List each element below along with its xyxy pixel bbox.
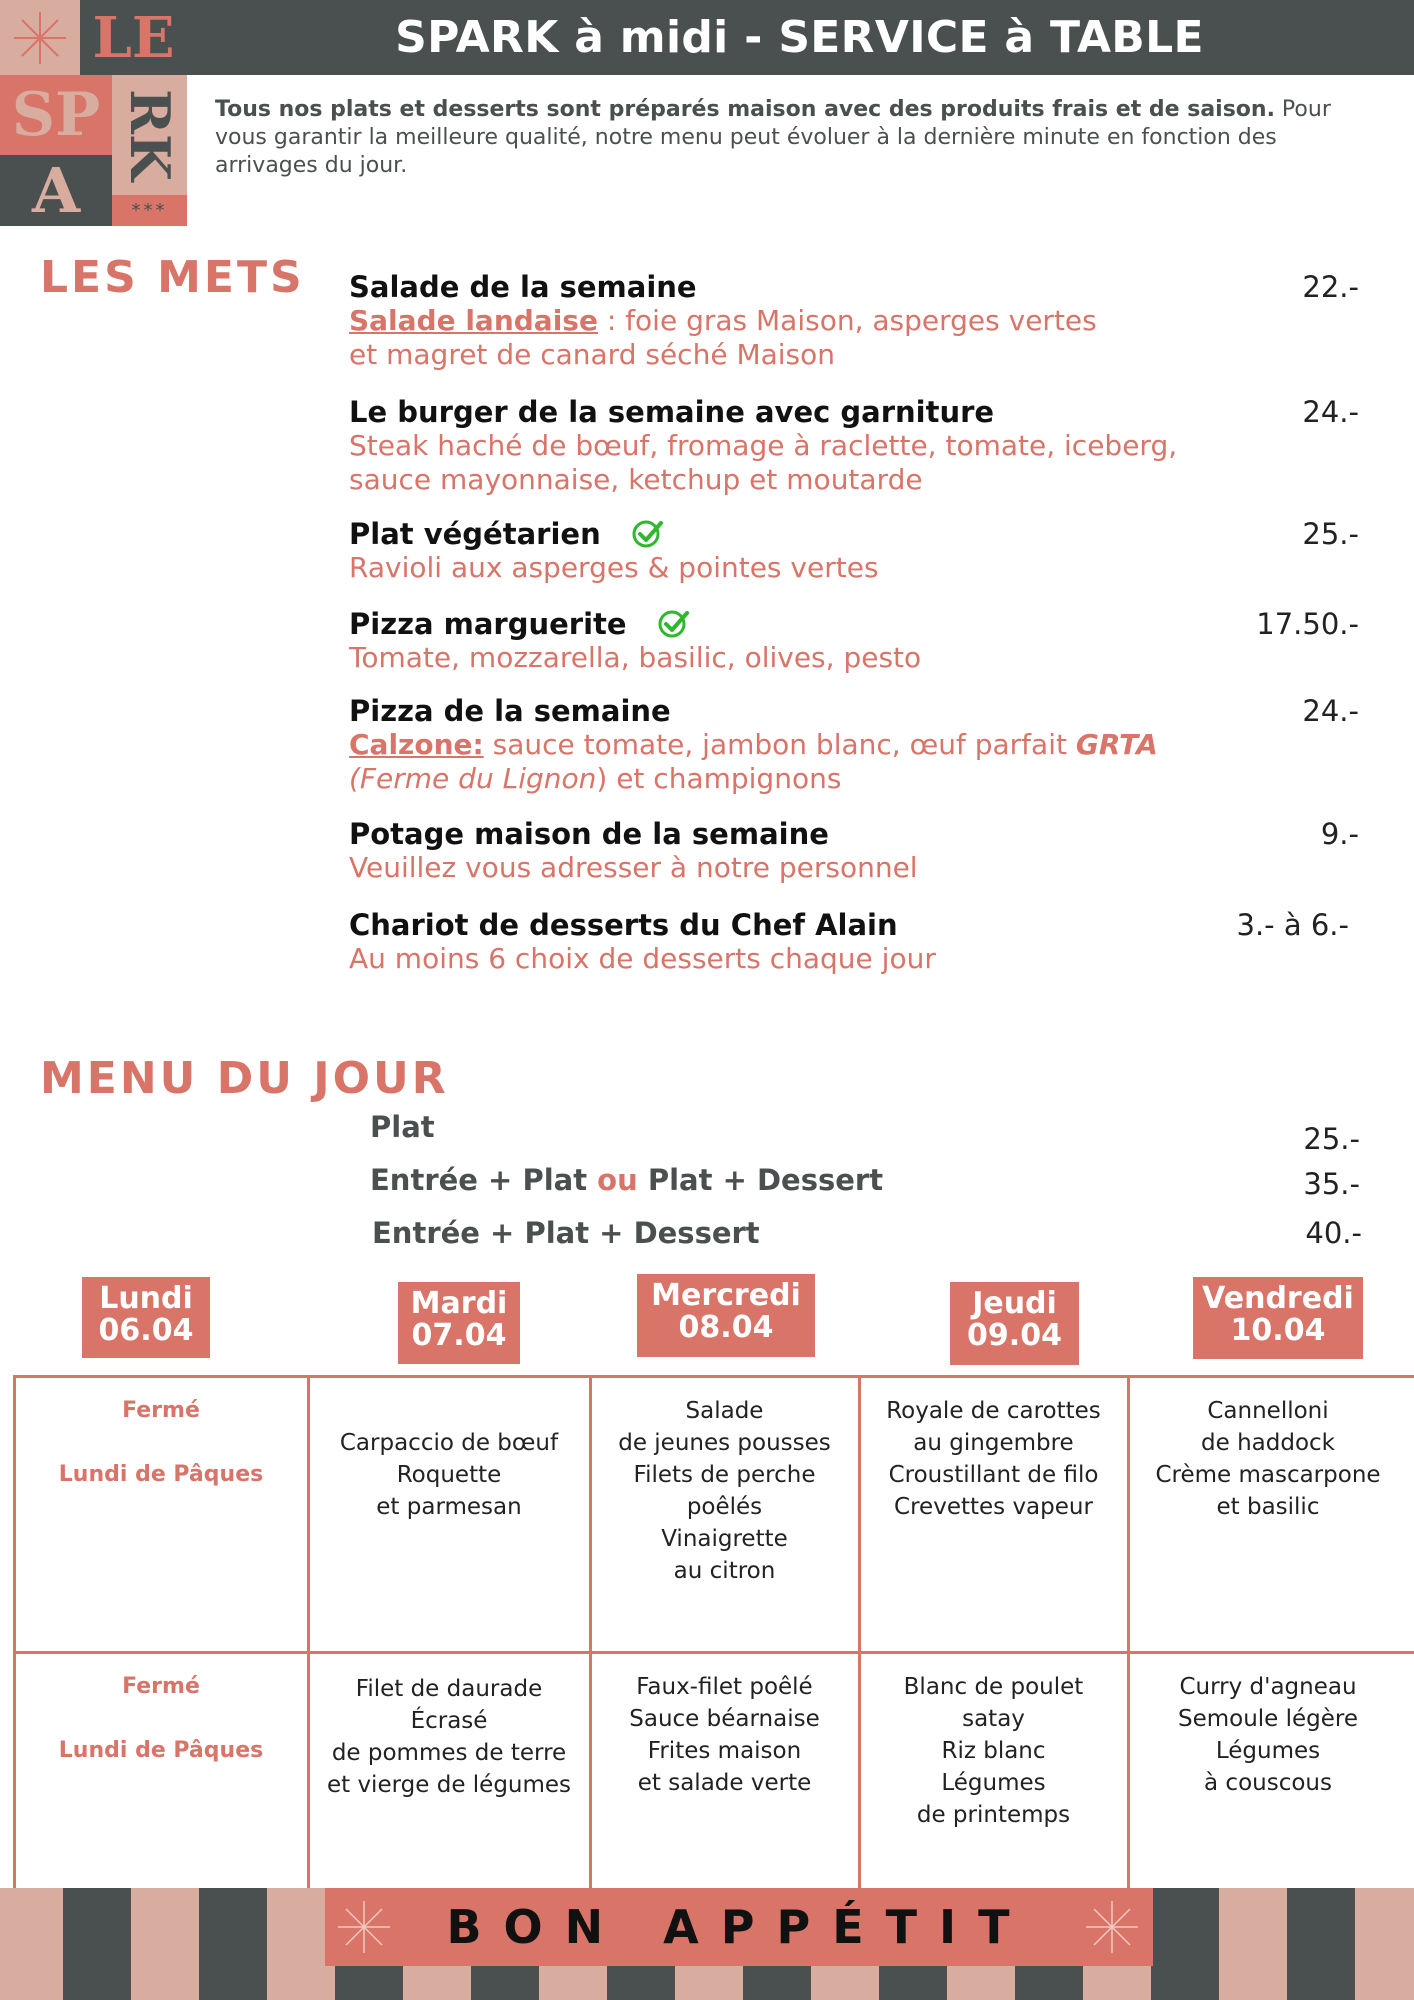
cell-line: Frites maison <box>647 1738 802 1764</box>
dish-highlight: Calzone: <box>349 728 484 761</box>
closed-reason: Lundi de Pâques <box>58 1738 264 1763</box>
formula-price: 40.- <box>1305 1216 1362 1250</box>
dish-item <box>349 694 1359 796</box>
formula-price: 35.- <box>1303 1167 1360 1201</box>
cell-line: poêlés <box>686 1494 763 1520</box>
dish-desc-end: ) et champignons <box>596 762 842 795</box>
logo-text-a: A <box>31 155 81 226</box>
dish-price: 24.- <box>1302 694 1359 728</box>
dish-name: Pizza marguerite <box>349 607 627 641</box>
cell-line: au gingembre <box>913 1430 1074 1456</box>
day-name: Jeudi <box>972 1286 1057 1321</box>
formula-label: Plat <box>370 1110 435 1144</box>
intro-text <box>215 96 1345 180</box>
dish-name: Salade de la semaine <box>349 270 697 304</box>
page-title: SPARK à midi - SERVICE à TABLE <box>395 12 1204 63</box>
dish-item <box>349 607 1359 675</box>
dish-name-row <box>349 607 1359 641</box>
dish-name: Plat végétarien <box>349 517 601 551</box>
cell-line: Croustillant de filo <box>888 1462 1099 1488</box>
day-date: 07.04 <box>411 1318 507 1353</box>
vegetarian-check-icon <box>657 607 691 641</box>
intro-bold: Tous nos plats et desserts sont préparés maison avec des produits frais et de saison. <box>215 97 1275 122</box>
day-date: 06.04 <box>98 1313 194 1348</box>
dish-description <box>349 728 1189 796</box>
dish-desc-text: sauce tomate, jambon blanc, œuf parfait <box>483 728 1076 761</box>
cell-line: Sauce béarnaise <box>629 1706 820 1732</box>
logo-le-tile <box>80 0 187 75</box>
cell-line: Roquette <box>396 1462 502 1488</box>
table-cell <box>861 1395 1126 1523</box>
stripe <box>1219 1888 1287 2000</box>
dish-item <box>349 517 1359 585</box>
cell-line: Cannelloni <box>1207 1398 1329 1424</box>
formula-label: Entrée + Plat + Dessert <box>372 1216 760 1250</box>
day-name: Mercredi <box>651 1278 801 1313</box>
closed-reason: Lundi de Pâques <box>58 1462 264 1487</box>
dish-description: Tomate, mozzarella, basilic, olives, pesto <box>349 641 922 674</box>
day-badge-jeudi <box>950 1282 1079 1365</box>
cell-line: Semoule légère <box>1177 1706 1359 1732</box>
section-title-menu-du-jour: MENU DU JOUR <box>40 1053 449 1104</box>
cell-line: Curry d'agneau <box>1179 1674 1357 1700</box>
stripe <box>1151 1888 1219 2000</box>
day-date: 09.04 <box>967 1318 1062 1353</box>
stripe <box>0 1888 63 2000</box>
day-date: 08.04 <box>678 1310 774 1345</box>
dish-description: Steak haché de bœuf, fromage à raclette, tomate, iceberg, sauce mayonnaise, ketchup et moutarde <box>349 429 1178 496</box>
formula-row <box>370 1163 1360 1203</box>
dish-price: 25.- <box>1302 517 1359 551</box>
formula-row <box>370 1110 1360 1156</box>
table-cell <box>310 1673 588 1801</box>
day-badge-lundi <box>82 1277 210 1358</box>
cell-line: satay <box>962 1706 1025 1732</box>
logo-text-le: LE <box>92 4 175 71</box>
cell-line: Filets de perche <box>633 1462 816 1488</box>
closed-label: Fermé <box>122 1674 200 1699</box>
day-badge-mercredi <box>637 1274 815 1357</box>
dish-price: 3.- à 6.- <box>1236 908 1349 942</box>
logo-text-sp: SP <box>11 80 101 150</box>
dish-name: Chariot de desserts du Chef Alain <box>349 908 898 942</box>
dish-price: 24.- <box>1302 395 1359 429</box>
logo-text-rk: RK <box>117 89 182 181</box>
dish-name: Pizza de la semaine <box>349 694 671 728</box>
dish-item <box>349 270 1359 372</box>
dish-price: 22.- <box>1302 270 1359 304</box>
cell-line: et vierge de légumes <box>326 1772 572 1798</box>
day-name: Lundi <box>99 1281 193 1316</box>
stripe <box>199 1888 267 2000</box>
cell-line: Salade <box>685 1398 764 1424</box>
logo-a-tile <box>0 155 112 226</box>
day-badge-mardi <box>398 1282 520 1364</box>
dish-name-row <box>349 517 1359 551</box>
cell-line: à couscous <box>1204 1770 1332 1796</box>
dish-item <box>349 817 1359 885</box>
logo-sp-tile <box>0 75 112 155</box>
logo-rk-tile <box>112 75 187 195</box>
formula-or: ou <box>597 1163 638 1197</box>
day-badge-vendredi <box>1193 1277 1363 1359</box>
table-cell <box>861 1671 1126 1831</box>
cell-line: Blanc de poulet <box>903 1674 1084 1700</box>
dish-price: 17.50.- <box>1256 607 1359 641</box>
cell-line: et basilic <box>1216 1494 1320 1520</box>
grta-label: GRTA <box>1075 728 1158 761</box>
sparkle-icon <box>10 8 70 68</box>
dish-price: 9.- <box>1320 817 1359 851</box>
table-cell <box>592 1395 857 1587</box>
cell-line: Écrasé <box>410 1708 488 1734</box>
cell-line: Vinaigrette <box>661 1526 788 1552</box>
cell-line: de printemps <box>916 1802 1071 1828</box>
cell-line: Filet de daurade <box>355 1676 543 1702</box>
table-cell <box>1130 1671 1406 1799</box>
cell-line: Royale de carottes <box>886 1398 1101 1424</box>
table-divider <box>13 1651 1414 1654</box>
formula-label-b: Plat + Dessert <box>637 1163 884 1197</box>
logo-star-tile <box>0 0 80 75</box>
dish-description: Au moins 6 choix de desserts chaque jour <box>349 942 936 975</box>
cell-line: Carpaccio de bœuf <box>339 1430 559 1456</box>
cell-line: et salade verte <box>637 1770 812 1796</box>
cell-line: et parmesan <box>376 1494 522 1520</box>
spark-logo <box>0 0 187 226</box>
bon-appetit-text: BON APPÉTIT <box>446 1900 1032 1954</box>
formula-label-a: Entrée + Plat <box>370 1163 598 1197</box>
dish-description: Ravioli aux asperges & pointes vertes <box>349 551 879 584</box>
logo-stars: *** <box>131 200 168 221</box>
dish-highlight: Salade landaise <box>349 304 598 337</box>
cell-line: Riz blanc <box>941 1738 1046 1764</box>
formula-row <box>372 1216 1362 1256</box>
table-cell-closed <box>16 1671 306 1767</box>
dish-desc-text: : foie gras Maison, asperges vertes et magret de canard séché Maison <box>349 304 1097 371</box>
day-name: Vendredi <box>1202 1281 1354 1316</box>
section-title-mets: LES METS <box>40 252 305 303</box>
cell-line: Faux-filet poêlé <box>636 1674 813 1700</box>
day-name: Mardi <box>410 1286 508 1321</box>
logo-stars-tile <box>112 195 187 226</box>
vegetarian-check-icon <box>631 517 665 551</box>
dish-name: Le burger de la semaine avec garniture <box>349 395 995 429</box>
stripe <box>131 1888 199 2000</box>
cell-line: Légumes <box>1215 1738 1321 1764</box>
cell-line: Crevettes vapeur <box>894 1494 1093 1520</box>
cell-line: Légumes <box>941 1770 1046 1796</box>
formula-price: 25.- <box>1303 1122 1360 1156</box>
cell-line: Crème mascarpone <box>1155 1462 1381 1488</box>
stripe <box>1287 1888 1355 2000</box>
cell-line: au citron <box>673 1558 776 1584</box>
table-cell-closed <box>16 1395 306 1491</box>
dish-description: Veuillez vous adresser à notre personnel <box>349 851 918 884</box>
dish-name: Potage maison de la semaine <box>349 817 829 851</box>
cell-line: de pommes de terre <box>331 1740 567 1766</box>
table-cell <box>592 1671 857 1799</box>
stripe <box>1355 1888 1414 2000</box>
closed-label: Fermé <box>122 1398 200 1423</box>
table-cell <box>1130 1395 1406 1523</box>
cell-line: de jeunes pousses <box>618 1430 831 1456</box>
farm-name: (Ferme du Lignon <box>349 762 597 795</box>
day-date: 10.04 <box>1230 1313 1326 1348</box>
dish-item <box>349 908 1359 976</box>
table-cell <box>310 1427 588 1523</box>
cell-line: de haddock <box>1201 1430 1335 1456</box>
dish-item <box>349 395 1359 497</box>
stripe <box>63 1888 131 2000</box>
dish-description <box>349 304 1109 372</box>
intro-rest: Pour vous garantir la meilleure qualité, notre menu peut évoluer à la dernière minute en fonction des arrivages du jour. <box>215 97 1331 178</box>
